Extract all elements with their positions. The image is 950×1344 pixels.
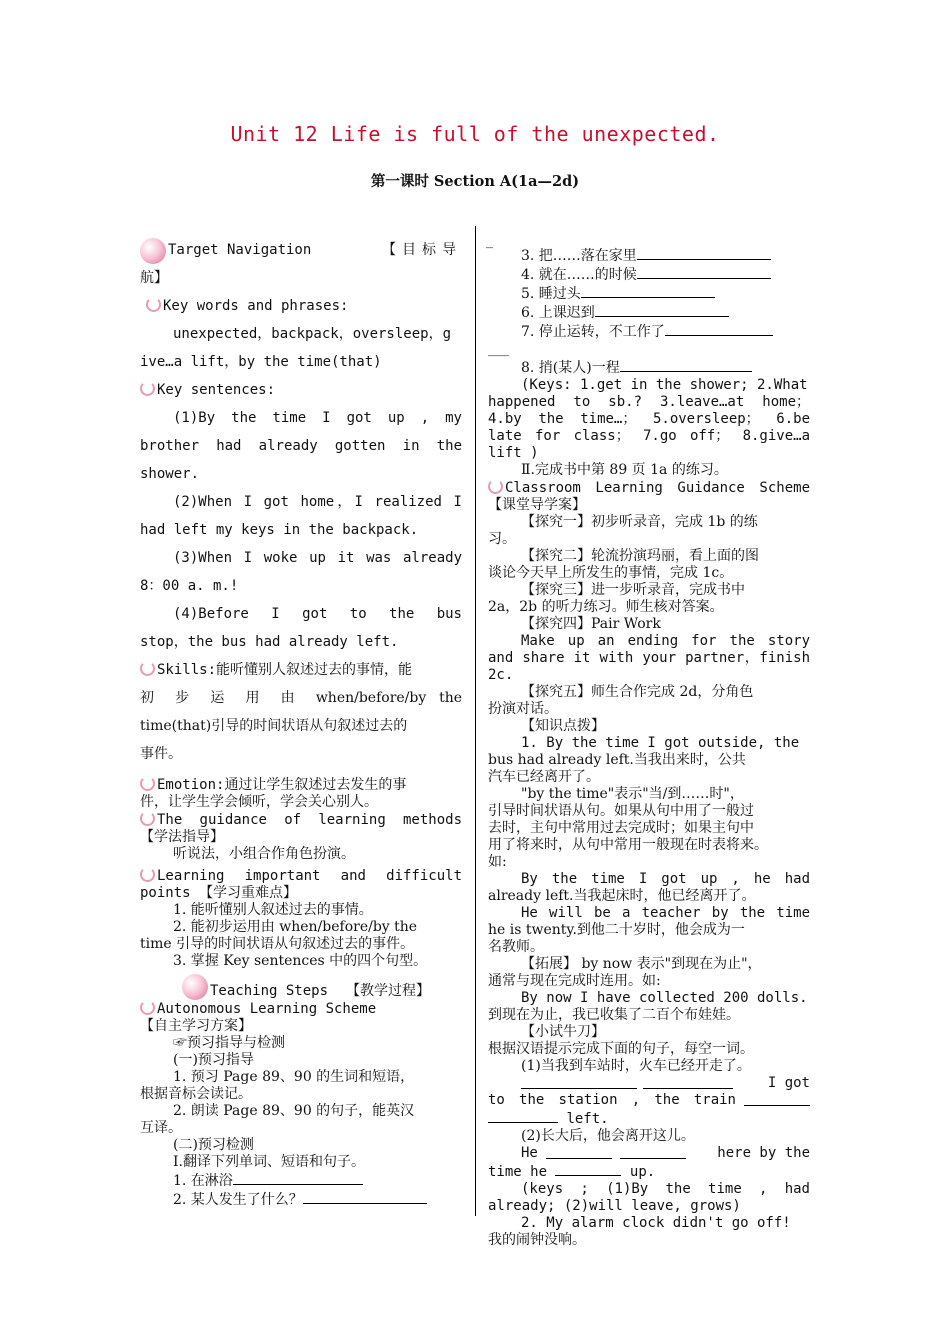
answer-blank[interactable]: [488, 1109, 558, 1123]
classroom-heading: Classroom Learning Guidance Scheme: [488, 479, 810, 497]
flower-badge-icon: [140, 238, 166, 264]
leaf-bullet-icon: [146, 297, 161, 312]
left-column: Target Navigation 【目标导 航】 Key words and phrases: unexpected，backpack，oversleep，g ive…a lift，by the time(that) Key sentences: (1)By the time I got up , my brother had already gotten in the shower. (2)When I got home，I realized I had left my keys in the backpack. (3)When I woke up it was already 8：00 a. m.! (4)Before I got to the bus stop，the bus had already left. Skills:能听懂别人叙述过去的事情，能 初 步 运 用 由 when/before/by the time(that)引导的时间状语从句叙述过去的 事件。 Emotion:通过让学生叙述过去发生的事 件，让学生学会倾听，学会关心别人。 The guidance of learning methods 【学法指导】 听说法，小组合作角色扮演。 Learning important and difficult points 【学习重难点】 1. 能听懂别人叙述过去的事情。 2. 能初步运用由 when/before/by the time 引导的时间状语从句叙述过去的事件。 3. 掌握 Key sentences 中的四个句型。 Teaching Steps 【教学过程】 Autonomous Learning Scheme 【自主学习方案】 ☞预习指导与检测 (一)预习指导 1. 预习 Page 89、90 的生词和短语， 根据音标会读记。 2. 朗读 Page 89、90 的句子，能英汉 互译。 (二)预习检测 Ⅰ.翻译下列单词、短语和句子。 1. 在淋浴 2. 某人发生了什么？: [140, 236, 462, 1209]
answer-blank[interactable]: [665, 322, 773, 336]
answer-blank[interactable]: [620, 1145, 686, 1159]
answer-blank[interactable]: [581, 284, 715, 298]
answer-blank[interactable]: [303, 1190, 427, 1204]
nav-heading-cont: 航】: [140, 270, 168, 286]
section-subtitle: 第一课时 Section A(1a—2d): [370, 173, 580, 190]
teaching-steps-heading: Teaching Steps 【教学过程】: [182, 974, 462, 1000]
leaf-bullet-icon: [140, 381, 155, 396]
answer-blank[interactable]: [637, 265, 771, 279]
leaf-bullet-icon: [488, 479, 503, 494]
column-divider: [475, 226, 476, 1216]
answer-blank[interactable]: [546, 1145, 612, 1159]
answer-blank[interactable]: [521, 1075, 637, 1089]
autonomous-heading: Autonomous Learning Scheme: [140, 1000, 462, 1018]
leaf-bullet-icon: [140, 867, 155, 882]
learning-points-heading: Learning important and difficult: [140, 867, 462, 885]
answer-blank[interactable]: [637, 246, 771, 260]
key-words-heading: Key words and phrases:: [146, 292, 462, 320]
page-title: Unit 12 Life is full of the unexpected.: [230, 122, 720, 146]
answer-blank[interactable]: [643, 1075, 733, 1089]
target-navigation-heading: Target Navigation 【目标导: [140, 236, 462, 264]
leaf-bullet-icon: [140, 661, 155, 676]
leaf-bullet-icon: [140, 1000, 155, 1015]
answer-blank[interactable]: [555, 1162, 621, 1176]
skills-heading: Skills:能听懂别人叙述过去的事情，能: [140, 656, 462, 684]
answer-blank[interactable]: [595, 303, 729, 317]
answer-blank[interactable]: [620, 358, 752, 372]
emotion-heading: Emotion:通过让学生叙述过去发生的事: [140, 776, 462, 794]
answer-blank[interactable]: [744, 1092, 810, 1106]
key-sentences-heading: Key sentences:: [140, 376, 462, 404]
guidance-heading: The guidance of learning methods: [140, 811, 462, 829]
answer-blank[interactable]: [233, 1171, 363, 1185]
right-column: _ 3. 把……落在家里 4. 就在……的时候 5. 睡过头 6. 上课迟到 7. 停止运转，不工作了 ___ 8. 捎(某人)一程 (Keys: 1.get in the shower; 2.What happened to sb.? 3.leave…at home； 4.by the time…； 5.oversleep； 6.be late for class； 7.go off； 8.give…a lift ) Ⅱ.完成书中第 89 页 1a 的练习。 Classroom Learning Guidance Scheme 【课堂导学案】 【探究一】初步听录音，完成 1b 的练 习。 【探究二】轮流扮演玛丽，看上面的图 谈论今天早上所发生的事情，完成 1c。 【探究三】进一步听录音，完成书中 2a，2b 的听力练习。师生核对答案。 【探究四】Pair Work Make up an ending for the story and share it with your partner，finish 2c. 【探究五】师生合作完成 2d，分角色 扮演对话。 【知识点拨】 1. By the time I got outside, the bus had already left.当我出来时，公共 汽车已经离开了。 "by the time"表示"当/到……时"， 引导时间状语从句。如果从句中用了一般过 去时，主句中常用过去完成时；如果主句中 用了将来时，从句中常用一般现在时表将来。 如: By the time I got up , he had already left.当我起床时，他已经离开了。 He will be a teacher by the time he is twenty.到他二十岁时，他会成为一 名教师。 【拓展】 by now 表示"到现在为止"， 通常与现在完成时连用。如: By now I have collected 200 dolls. 到现在为止，我已收集了二百个布娃娃。 【小试牛刀】 根据汉语提示完成下面的句子，每空一词。 (1)当我到车站时，火车已经开走了。 I got to the station , the train left. (2)长大后，他会离开这儿。 He here by the time he up. (keys ; (1)By the time , had already; (2)will leave, grows) 2. My alarm clock didn't go off! 我的闹钟没响。: [486, 233, 810, 1248]
leaf-bullet-icon: [140, 811, 155, 826]
flower-badge-icon: [182, 974, 208, 1000]
leaf-bullet-icon: [140, 776, 155, 791]
